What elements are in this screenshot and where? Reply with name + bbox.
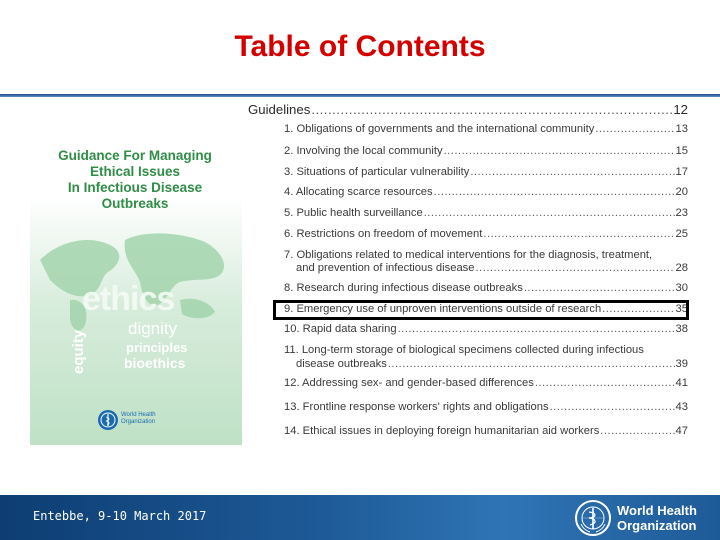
toc-page-number: 12 (673, 102, 688, 117)
toc-page-number: 41 (675, 377, 688, 389)
cover-title (40, 148, 230, 212)
toc-item-first-line (284, 344, 688, 356)
toc-item-first-line (284, 249, 688, 261)
toc-dot-leader (311, 102, 672, 117)
toc-item-label: 13. Frontline response workers' rights and obligations (284, 401, 549, 413)
toc-item-label: 2. Involving the local community (284, 145, 443, 157)
footer-event-text: Entebbe, 9-10 March 2017 (33, 509, 207, 523)
toc-item (296, 262, 688, 274)
cover-who-logo-line: World Health (121, 412, 156, 418)
toc-dot-leader (535, 377, 675, 389)
toc-page-number: 35 (675, 303, 688, 315)
toc-page-number: 28 (675, 262, 688, 274)
toc-dot-leader (388, 358, 675, 370)
toc-page-number: 20 (675, 186, 688, 198)
toc-page-number: 47 (675, 425, 688, 437)
toc-dot-leader (444, 145, 675, 157)
toc-item-label: 7. Obligations related to medical interventions for the diagnosis, treatment, (284, 249, 653, 261)
cover-title-line: Ethical Issues (89, 164, 181, 179)
cover-who-logo-text (121, 412, 156, 426)
who-emblem-icon (98, 410, 118, 430)
toc-page-number: 38 (675, 323, 688, 335)
who-emblem-icon (575, 500, 611, 536)
toc-dot-leader (476, 262, 675, 274)
toc-dot-leader (434, 186, 675, 198)
toc-dot-leader (595, 123, 674, 135)
cover-title-line: Outbreaks (101, 196, 169, 211)
cover-word-bioethics: bioethics (124, 355, 186, 371)
toc-item (284, 282, 688, 294)
footer-who-name (617, 503, 697, 533)
toc-dot-leader (483, 228, 674, 240)
cover-word-dignity: dignity (128, 319, 178, 338)
toc-page-number: 43 (675, 401, 688, 413)
slide-title: Table of Contents (234, 30, 486, 63)
cover-title-line: In Infectious Disease (67, 180, 203, 195)
cover-who-logo-line: Organization (121, 419, 156, 425)
toc-page-number: 30 (675, 282, 688, 294)
toc-item (284, 425, 688, 437)
toc-item-label: 14. Ethical issues in deploying foreign humanitarian aid workers (284, 425, 600, 437)
toc-item-label: 8. Research during infectious disease outbreaks (284, 282, 523, 294)
footer-who-name-line: World Health (617, 503, 697, 518)
toc-item (284, 166, 688, 178)
toc-item (284, 145, 688, 157)
toc-dot-leader (524, 282, 675, 294)
toc-item (284, 323, 688, 335)
toc-item-label: 4. Allocating scarce resources (284, 186, 433, 198)
toc-item-continuation: and prevention of infectious disease (296, 262, 475, 274)
toc-item-continuation: disease outbreaks (296, 358, 387, 370)
footer-bar (0, 495, 720, 540)
cover-title-line: Guidance For Managing (58, 148, 212, 163)
toc-item (284, 377, 688, 389)
toc-dot-leader (600, 425, 674, 437)
footer-who-logo (575, 500, 715, 536)
toc-item (284, 401, 688, 413)
toc-item-label: 11. Long-term storage of biological specimens collected during infectious (284, 344, 644, 356)
toc-item-label: 5. Public health surveillance (284, 207, 423, 219)
toc-item-label: 1. Obligations of governments and the international community (284, 123, 595, 135)
cover-word-principles: principles (126, 340, 188, 355)
toc-item-label: 3. Situations of particular vulnerability (284, 166, 470, 178)
toc-item-label: 12. Addressing sex- and gender-based differences (284, 377, 534, 389)
cover-who-logo (98, 410, 188, 432)
toc-page-number: 23 (675, 207, 688, 219)
toc-heading-label: Guidelines (248, 102, 311, 117)
toc-item (296, 358, 688, 370)
toc-page-number: 13 (675, 123, 688, 135)
toc-item-label: 9. Emergency use of unproven interventions outside of research (284, 303, 602, 315)
book-cover (30, 100, 242, 445)
toc-dot-leader (424, 207, 675, 219)
toc-dot-leader (398, 323, 675, 335)
toc-heading-guidelines (248, 102, 688, 117)
toc-item (284, 123, 688, 135)
toc-dot-leader (550, 401, 675, 413)
toc-page-number: 39 (675, 358, 688, 370)
highlight-box (273, 300, 689, 320)
cover-word-cloud (30, 270, 242, 390)
toc-item-label: 10. Rapid data sharing (284, 323, 397, 335)
toc-item (284, 186, 688, 198)
toc-dot-leader (470, 166, 674, 178)
toc-item (284, 228, 688, 240)
toc-page-number: 25 (675, 228, 688, 240)
toc-item (284, 207, 688, 219)
table-of-contents (248, 100, 693, 445)
cover-word-equity: equity (70, 329, 87, 374)
toc-page-number: 15 (675, 145, 688, 157)
footer-who-name-line: Organization (617, 518, 697, 533)
toc-page-number: 17 (675, 166, 688, 178)
toc-item-label: 6. Restrictions on freedom of movement (284, 228, 483, 240)
title-divider (0, 94, 720, 97)
cover-word-ethics: ethics (82, 280, 175, 318)
